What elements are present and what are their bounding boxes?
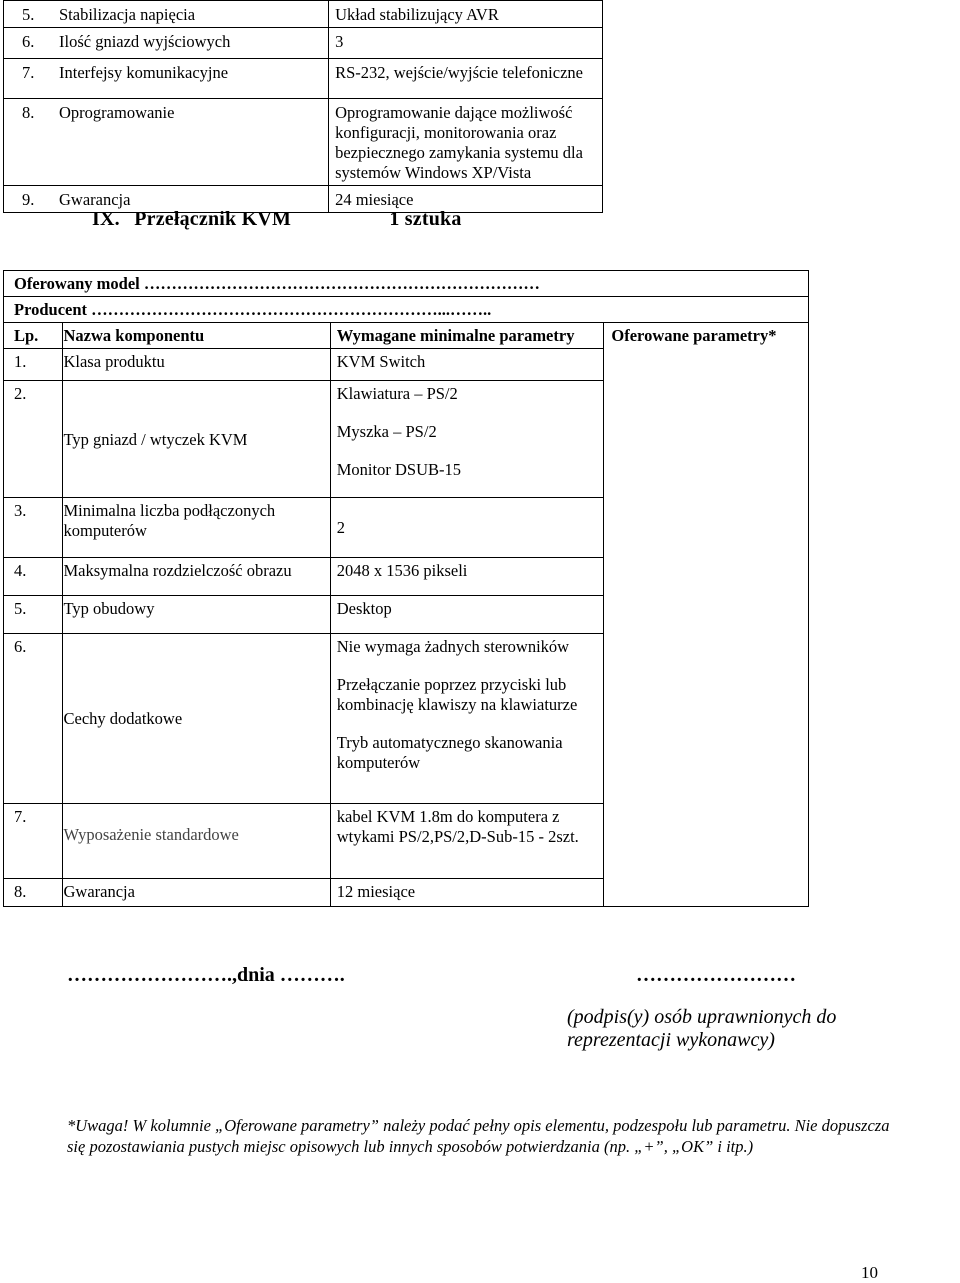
row-name: Cechy dodatkowe [63,634,330,804]
row-name: Minimalna liczba podłączonych komputerów [63,498,330,558]
row-value: KVM Switch [330,349,604,381]
row-name: Typ obudowy [63,596,330,634]
row-value: Monitor DSUB-15 [336,460,461,479]
header-required: Wymagane minimalne parametry [330,323,604,349]
row-value: Myszka – PS/2 [336,422,437,441]
section-heading [92,208,462,231]
offered-model-row [4,271,809,297]
row-value: kabel KVM 1.8m do komputera z wtykami PS/2,PS/2,D-Sub-15 - 2szt. [330,804,604,879]
row-value: 2 [330,498,604,558]
page-number: 10 [861,1263,878,1282]
row-number: 4. [4,558,63,596]
row-number: 6. [4,634,63,804]
row-number: 5. [4,596,63,634]
row-value: Tryb automatycznego skanowania komputerów [336,733,563,772]
row-value: 12 miesiące [330,879,604,907]
row-number: 6. [22,32,35,51]
table-row [4,99,603,186]
place-date-line: …………………….,dnia ………. [67,964,345,986]
row-value: Klawiatura – PS/2 [336,384,458,403]
ups-spec-table [3,0,603,213]
header-name: Nazwa komponentu [63,323,330,349]
row-number: 5. [22,5,35,24]
row-number: 1. [4,349,63,381]
row-name: Klasa produktu [63,349,330,381]
row-value: Układ stabilizujący AVR [329,1,603,28]
row-number: 8. [22,103,35,122]
row-name: Wyposażenie standardowe [63,804,330,879]
row-number: 8. [4,879,63,907]
row-name: Maksymalna rozdzielczość obrazu [63,558,330,596]
row-number: 9. [22,190,35,209]
row-name: Gwarancja [63,879,330,907]
kvm-spec-table [3,270,809,907]
row-number: 7. [22,63,35,82]
header-lp: Lp. [4,323,63,349]
row-name: Interfejsy komunikacyjne [59,63,229,82]
row-value: 24 miesiące [329,186,603,213]
row-value: Oprogramowanie dające możliwość konfiguracji, monitorowania oraz bezpiecznego zamykania systemu dla systemów Windows XP/Vista [329,99,603,186]
header-offered: Oferowane parametry* [604,323,809,907]
row-name: Stabilizacja napięcia [59,5,196,24]
row-number: 7. [4,804,63,879]
offered-model-field[interactable]: Oferowany model ……………………………………………………………… [4,271,809,297]
table-row [4,59,603,99]
row-value: Nie wymaga żadnych sterowników [336,637,570,656]
section-roman-number: IX. [92,208,120,230]
row-name: Gwarancja [59,190,131,209]
section-quantity: 1 sztuka [389,208,462,230]
row-name: Oprogramowanie [59,103,175,122]
row-value: Desktop [330,596,604,634]
signature-line: …………………… [636,964,796,986]
row-value: Przełączanie poprzez przyciski lub kombinację klawiszy na klawiaturze [336,675,578,714]
row-value: 3 [329,28,603,59]
row-value: 2048 x 1536 pikseli [330,558,604,596]
table-row [4,1,603,28]
footnote: *Uwaga! W kolumnie „Oferowane parametry” należy podać pełny opis elementu, podzespołu lub parametru. Nie dopuszcza się pozostawiania pustych miejsc opisowych lub innych sposobów potwierdzania (np. „+”, „OK” i itp.) [67,1116,890,1156]
producer-row [4,297,809,323]
table-row [4,28,603,59]
row-name: Typ gniazd / wtyczek KVM [63,381,330,498]
table-header-row [4,323,809,349]
signature-caption: (podpis(y) osób uprawnionych do reprezentacji wykonawcy) [567,1006,837,1051]
row-number: 2. [4,381,63,498]
row-number: 3. [4,498,63,558]
section-title: Przełącznik KVM [134,208,292,230]
row-name: Ilość gniazd wyjściowych [59,32,231,51]
row-value: RS-232, wejście/wyjście telefoniczne [329,59,603,99]
producer-field[interactable]: Producent ………………………………………………………...…….. [4,297,809,323]
